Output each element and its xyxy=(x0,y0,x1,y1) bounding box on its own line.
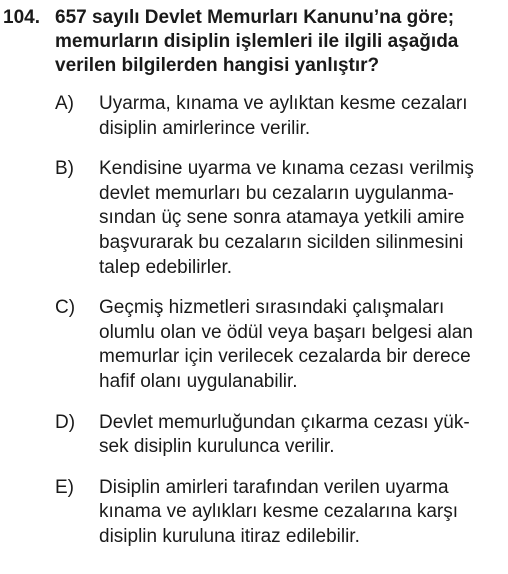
option-c-letter: C) xyxy=(55,297,76,319)
option-a-letter: A) xyxy=(55,93,74,114)
question-header xyxy=(0,6,508,78)
option-d[interactable] xyxy=(0,411,491,460)
option-c-text: Geçmiş hizmetleri sırasındaki çalışmaları olumlu olan ve ödül veya başarı belgesi alan memurlar için verilecek cezalarda bir derece hafif olanı uygulanabilir. xyxy=(99,297,473,392)
option-a[interactable] xyxy=(0,92,491,141)
option-c[interactable] xyxy=(0,296,491,394)
option-e-letter: E) xyxy=(55,476,74,498)
option-b-letter: B) xyxy=(55,158,74,180)
option-b-text: Kendisine uyarma ve kınama cezası verilmiş devlet memurları bu cezaların uygulanmasından üç sene sonra atamaya yetkili amire başvurarak bu cezaların sicilden silinmesini talep edebilirler. xyxy=(99,158,474,278)
option-e-text: Disiplin amirleri tarafından verilen uyarma kınama ve aylıkları kesme cezalarına karşı disiplin kuruluna itiraz edilebilir. xyxy=(99,476,459,547)
question-number: 104. xyxy=(3,7,40,28)
option-a-text: Uyarma, kınama ve aylıktan kesme cezaları disiplin amirlerince verilir. xyxy=(99,93,468,139)
question-block xyxy=(0,6,508,550)
option-d-letter: D) xyxy=(55,411,76,433)
option-d-text: Devlet memurluğundan çıkarma cezası yüksek disiplin kurulunca verilir. xyxy=(99,411,470,458)
option-b[interactable] xyxy=(0,157,491,280)
option-e[interactable] xyxy=(0,476,491,550)
question-text: 657 sayılı Devlet Memurları Kanunu’na göre; memurların disiplin işlemleri ile ilgili aşağıda verilen bilgilerden hangisi yanlıştır? xyxy=(55,7,459,76)
